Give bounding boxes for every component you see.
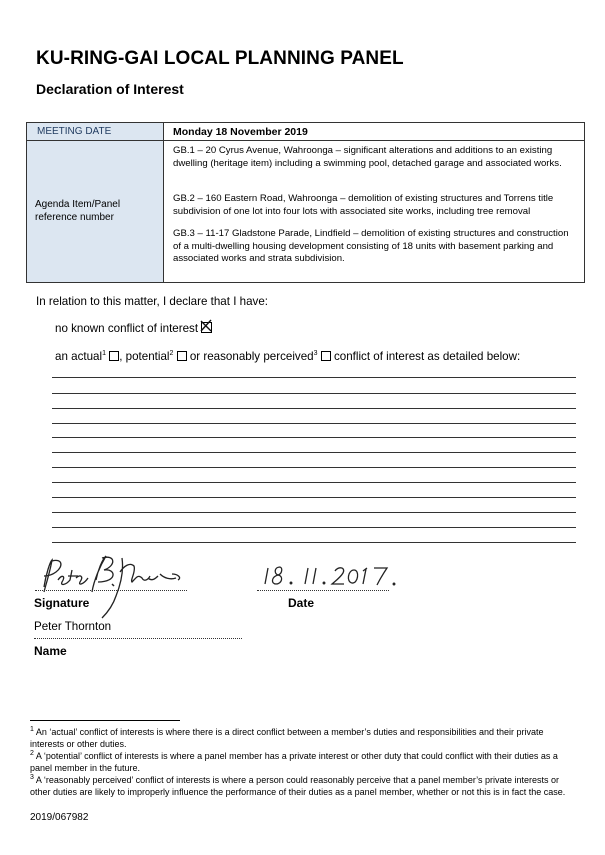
name-value: Peter Thornton [34, 620, 112, 633]
perceived-label: or reasonably perceived [186, 350, 314, 363]
footnote-num: 1 [30, 726, 34, 733]
detail-line[interactable] [52, 423, 576, 424]
potential-checkbox-icon[interactable] [177, 351, 187, 361]
meeting-date-cell [164, 123, 584, 141]
agenda-item-gb1: GB.1 – 20 Cyrus Avenue, Wahroonga – significant alterations and additions to an existing dwelling (heritage item) including a swimming pool, detached garage and associated works. [173, 145, 562, 169]
handwritten-signature [32, 552, 192, 622]
meeting-date-label: MEETING DATE [37, 126, 112, 137]
footnote-ref-1: 1 [102, 350, 106, 358]
agenda-label-cell [27, 141, 164, 282]
footnote-ref-3: 3 [313, 350, 318, 358]
option-no-conflict-label: no known conflict of interest [55, 322, 199, 335]
footnote-num: 2 [30, 750, 34, 757]
detail-line[interactable] [52, 482, 576, 483]
name-label: Name [34, 644, 67, 658]
page-title: KU-RING-GAI LOCAL PLANNING PANEL [36, 48, 404, 69]
footnote-1 [30, 727, 570, 750]
detail-line[interactable] [52, 393, 576, 394]
meeting-date-label-cell [27, 123, 164, 141]
signature-label: Signature [34, 596, 90, 610]
detail-line[interactable] [52, 512, 576, 513]
footnote-text: A ‘potential’ conflict of interests is where a panel member has a private interest or other duty that could conflict with their duties as a panel member in the future. [30, 751, 558, 773]
footnote-text: An ‘actual’ conflict of interests is where there is a direct conflict between a member’s duties and responsibilities and their private interests or other duties. [30, 727, 544, 749]
page-subtitle: Declaration of Interest [36, 81, 184, 97]
conflict-detail-label: conflict of interest as detailed below: [330, 350, 521, 363]
option-conflict [55, 350, 520, 363]
detail-line[interactable] [52, 437, 576, 438]
detail-line[interactable] [52, 408, 576, 409]
footnote-2 [30, 751, 570, 774]
signature-line[interactable] [35, 590, 187, 591]
detail-line[interactable] [52, 527, 576, 528]
detail-line[interactable] [52, 497, 576, 498]
agenda-label: Agenda Item/Panel reference number [35, 199, 121, 223]
date-line[interactable] [257, 590, 389, 591]
footnote-num: 3 [30, 774, 34, 781]
handwritten-date [262, 562, 402, 592]
agenda-item-gb3: GB.3 – 11-17 Gladstone Parade, Lindfield – demolition of existing structures and construction of a multi-dwelling housing development consisting of 18 units with basement parking and associated works and strata subdivision. [173, 228, 569, 264]
footnote-text: A ‘reasonably perceived’ conflict of interests is where a person could reasonably perceive that a panel member’s private interests or other duties are likely to improperly influence the performance of their duties as a panel member, whether or not this is in fact the case. [30, 775, 566, 797]
agenda-items-cell [164, 141, 584, 282]
footnote-divider [30, 720, 180, 721]
actual-checkbox-icon[interactable] [109, 351, 119, 361]
date-label: Date [288, 596, 315, 610]
detail-line[interactable] [52, 542, 576, 543]
footnote-3 [30, 775, 570, 798]
meeting-date: Monday 18 November 2019 [173, 126, 308, 138]
meeting-table [26, 122, 585, 283]
perceived-checkbox-icon[interactable] [321, 351, 331, 361]
document-reference: 2019/067982 [30, 812, 89, 823]
name-line[interactable] [34, 638, 242, 639]
checked-checkbox-icon[interactable] [201, 322, 212, 333]
detail-line[interactable] [52, 452, 576, 453]
detail-line[interactable] [52, 377, 576, 378]
potential-label: , potential [119, 350, 170, 363]
agenda-item-gb2: GB.2 – 160 Eastern Road, Wahroonga – demolition of existing structures and Torrens title subdivision of one lot into four lots with associated site works, including tree removal [173, 193, 554, 217]
option-no-conflict[interactable] [55, 322, 212, 335]
footnote-ref-2: 2 [169, 350, 174, 358]
detail-line[interactable] [52, 467, 576, 468]
actual-label: an actual [55, 350, 103, 363]
declaration-intro: In relation to this matter, I declare that I have: [36, 295, 268, 308]
